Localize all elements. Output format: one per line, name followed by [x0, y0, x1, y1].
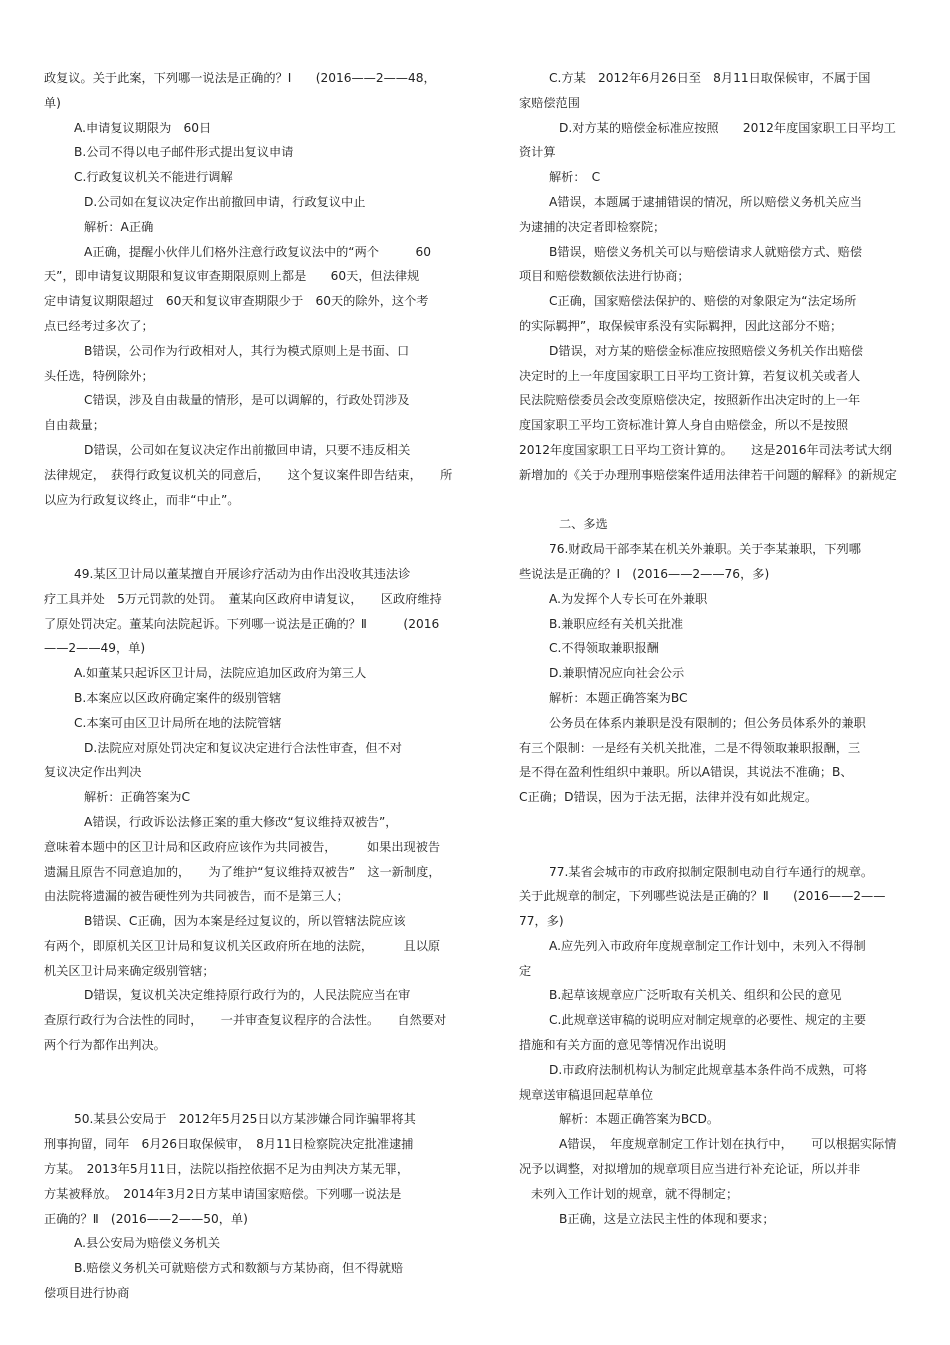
text-line: 方某。 2013年5月11日，法院以指控依据不足为由判决方某无罪，	[44, 1162, 410, 1177]
text-line: 民法院赔偿委员会改变原赔偿决定，按照新作出决定时的上一年	[519, 393, 861, 408]
text-line: 疗工具并处 5万元罚款的处罚。 董某向区政府申请复议， 区政府维持	[44, 591, 442, 606]
text-line: 复议决定作出判决	[44, 765, 142, 780]
text-line: 方某被释放。 2014年3月2日方某申请国家赔偿。下列哪一说法是	[44, 1186, 402, 1201]
text-line: C.不得领取兼职报酬	[549, 641, 659, 656]
text-line: 头任选，特例除外；	[44, 368, 154, 383]
text-line: 77，多)	[519, 914, 564, 929]
text-line: B错误，公司作为行政相对人，其行为模式原则上是书面、口	[84, 343, 410, 358]
text-line: A.如董某只起诉区卫计局，法院应追加区政府为第三人	[74, 666, 367, 681]
text-line: 有三个限制：一是经有关机关批准，二是不得领取兼职报酬，三	[519, 740, 861, 755]
text-line: 刑事拘留，同年 6月26日取保候审， 8月11日检察院决定批准逮捕	[44, 1137, 414, 1152]
blank-line	[44, 1083, 469, 1108]
text-line: 两个行为都作出判决。	[44, 1038, 166, 1053]
text-line: 资计算	[519, 145, 556, 160]
blank-line	[44, 512, 469, 537]
text-line: 以应为行政复议终止，而非“中止”。	[44, 492, 240, 507]
text-line: 解析：本题正确答案为BCD。	[559, 1112, 720, 1127]
text-line: 规章送审稿退回起草单位	[519, 1087, 654, 1102]
text-line: 自由裁量；	[44, 418, 105, 433]
text-line: 意味着本题中的区卫计局和区政府应该作为共同被告， 如果出现被告	[44, 839, 441, 854]
text-line: C.行政复议机关不能进行调解	[74, 170, 233, 185]
text-line: 解析：A正确	[84, 219, 154, 234]
text-line: 遗漏且原告不同意追加的， 为了维护“复议维持双被告” 这一新制度，	[44, 864, 441, 879]
text-line: A错误，本题属于逮捕错误的情况，所以赔偿义务机关应当	[549, 194, 863, 209]
text-line: 决定时的上一年度国家职工日平均工资计算，若复议机关或者人	[519, 368, 861, 383]
text-line: A正确，提醒小伙伴儿们格外注意行政复议法中的“两个 60	[84, 244, 432, 259]
blank-line	[44, 537, 469, 562]
right-column	[519, 66, 924, 1231]
text-line: 政复议。关于此案，下列哪一说法是正确的？Ⅰ (2016——2——48，	[44, 71, 436, 85]
text-line: 项目和赔偿数额依法进行协商；	[519, 269, 690, 284]
text-line: A错误， 年度规章制定工作计划在执行中， 可以根据实际情	[559, 1137, 897, 1152]
text-line: 法律规定， 获得行政复议机关的同意后， 这个复议案件即告结束， 所	[44, 467, 453, 482]
text-line: C错误，涉及自由裁量的情形，是可以调解的，行政处罚涉及	[84, 393, 410, 408]
text-line: 2012年度国家职工日平均工资计算的。 这是2016年司法考试大纲	[519, 442, 892, 457]
text-line: 新增加的《关于办理刑事赔偿案件适用法律若干问题的解释》的新规定	[519, 467, 897, 482]
text-line: D.兼职情况应向社会公示	[549, 666, 685, 681]
text-line: 正确的？Ⅱ (2016——2——50，单)	[44, 1211, 248, 1226]
text-line: 由法院将遗漏的被告硬性列为共同被告，而不是第三人；	[44, 889, 349, 904]
text-line: 是不得在盈利性组织中兼职。所以A错误，其说法不准确；B、	[519, 765, 853, 780]
text-line: B.赔偿义务机关可就赔偿方式和数额与方某协商，但不得就赔	[74, 1261, 404, 1276]
text-line: 二、多选	[559, 517, 608, 532]
text-line: A错误，行政诉讼法修正案的重大修改“复议维持双被告”，	[84, 814, 398, 829]
text-line: 查原行政行为合法性的同时， 一并审查复议程序的合法性。 自然要对	[44, 1013, 447, 1028]
text-line: D.市政府法制机构认为制定此规章基本条件尚不成熟，可将	[549, 1062, 867, 1077]
blank-line	[44, 1058, 469, 1083]
text-line: D错误，对方某的赔偿金标准应按照赔偿义务机关作出赔偿	[549, 343, 864, 358]
text-line: B.本案应以区政府确定案件的级别管辖	[74, 690, 282, 705]
text-line: 了原处罚决定。董某向法院起诉。下列哪一说法是正确的？Ⅱ (2016	[44, 616, 440, 631]
text-line: A.应先列入市政府年度规章制定工作计划中，未列入不得制	[549, 938, 866, 953]
text-line: B错误，赔偿义务机关可以与赔偿请求人就赔偿方式、赔偿	[549, 244, 863, 259]
text-line: B.兼职应经有关机关批准	[549, 616, 684, 631]
text-line: 76.财政局干部李某在机关外兼职。关于李某兼职，下列哪	[549, 542, 861, 557]
text-line: 50.某县公安局于 2012年5月25日以方某涉嫌合同诈骗罪将其	[74, 1112, 416, 1127]
text-line: B正确，这是立法民主性的体现和要求；	[559, 1211, 775, 1226]
text-line: 些说法是正确的？Ⅰ (2016——2——76，多)	[519, 566, 770, 581]
text-line: 度国家职工平均工资标准计算人身自由赔偿金，所以不是按照	[519, 418, 849, 433]
text-line: 单)	[44, 95, 61, 110]
text-line: 天”，即申请复议期限和复议审查期限原则上都是 60天，但法律规	[44, 269, 420, 284]
blank-line	[519, 488, 924, 513]
text-line: 解析：正确答案为C	[84, 790, 191, 805]
text-line: 49.某区卫计局以董某擅自开展诊疗活动为由作出没收其违法诊	[74, 566, 411, 581]
text-line: B.公司不得以电子邮件形式提出复议申请	[74, 145, 294, 160]
text-line: 为逮捕的决定者即检察院；	[519, 219, 666, 234]
text-line: C.此规章送审稿的说明应对制定规章的必要性、规定的主要	[549, 1013, 867, 1028]
text-line: 定申请复议期限超过 60天和复议审查期限少于 60天的除外，这个考	[44, 294, 429, 309]
text-line: C.本案可由区卫计局所在地的法院管辖	[74, 715, 282, 730]
text-line: B.起草该规章应广泛听取有关机关、组织和公民的意见	[549, 988, 842, 1003]
text-line: A.为发挥个人专长可在外兼职	[549, 591, 708, 606]
text-line: C.方某 2012年6月26日至 8月11日取保候审，不属于国	[549, 71, 871, 85]
text-line: A.申请复议期限为 60日	[74, 120, 212, 135]
blank-line	[519, 835, 924, 860]
left-column	[44, 66, 469, 1306]
text-line: D.对方某的赔偿金标准应按照 2012年度国家职工日平均工	[559, 120, 896, 135]
text-line: ——2——49，单)	[44, 641, 146, 656]
text-line: 家赔偿范围	[519, 95, 580, 110]
text-line: B错误、C正确，因为本案是经过复议的，所以管辖法院应该	[84, 914, 406, 929]
text-line: D.法院应对原处罚决定和复议决定进行合法性审查，但不对	[84, 740, 402, 755]
text-line: 的实际羁押”，取保候审系没有实际羁押，因此这部分不赔；	[519, 318, 843, 333]
text-line: D错误，复议机关决定维持原行政行为的，人民法院应当在审	[84, 988, 411, 1003]
blank-line	[519, 810, 924, 835]
text-line: 公务员在体系内兼职是没有限制的；但公务员体系外的兼职	[549, 715, 866, 730]
text-line: 77.某省会城市的市政府拟制定限制电动自行车通行的规章。	[549, 864, 874, 879]
text-line: 未列入工作计划的规章，就不得制定；	[531, 1186, 739, 1201]
text-line: C正确；D错误，因为于法无据，法律并没有如此规定。	[519, 790, 818, 805]
text-line: 解析：本题正确答案为BC	[549, 690, 688, 705]
text-line: C正确，国家赔偿法保护的、赔偿的对象限定为“法定场所	[549, 294, 857, 309]
text-line: 关于此规章的制定，下列哪些说法是正确的？Ⅱ (2016——2——	[519, 889, 886, 904]
text-line: D.公司如在复议决定作出前撤回申请，行政复议中止	[84, 194, 366, 209]
text-line: 有两个，即原机关区卫计局和复议机关区政府所在地的法院， 且以原	[44, 938, 441, 953]
text-line: A.县公安局为赔偿义务机关	[74, 1236, 221, 1251]
text-line: 况予以调整，对拟增加的规章项目应当进行补充论证，所以并非	[519, 1162, 861, 1177]
text-line: 措施和有关方面的意见等情况作出说明	[519, 1038, 727, 1053]
text-line: 偿项目进行协商	[44, 1286, 130, 1301]
text-line: 解析： C	[549, 170, 601, 185]
text-line: D错误，公司如在复议决定作出前撤回申请，只要不违反相关	[84, 442, 411, 457]
text-line: 机关区卫计局来确定级别管辖；	[44, 963, 215, 978]
text-line: 定	[519, 963, 532, 978]
text-line: 点已经考过多次了；	[44, 318, 154, 333]
